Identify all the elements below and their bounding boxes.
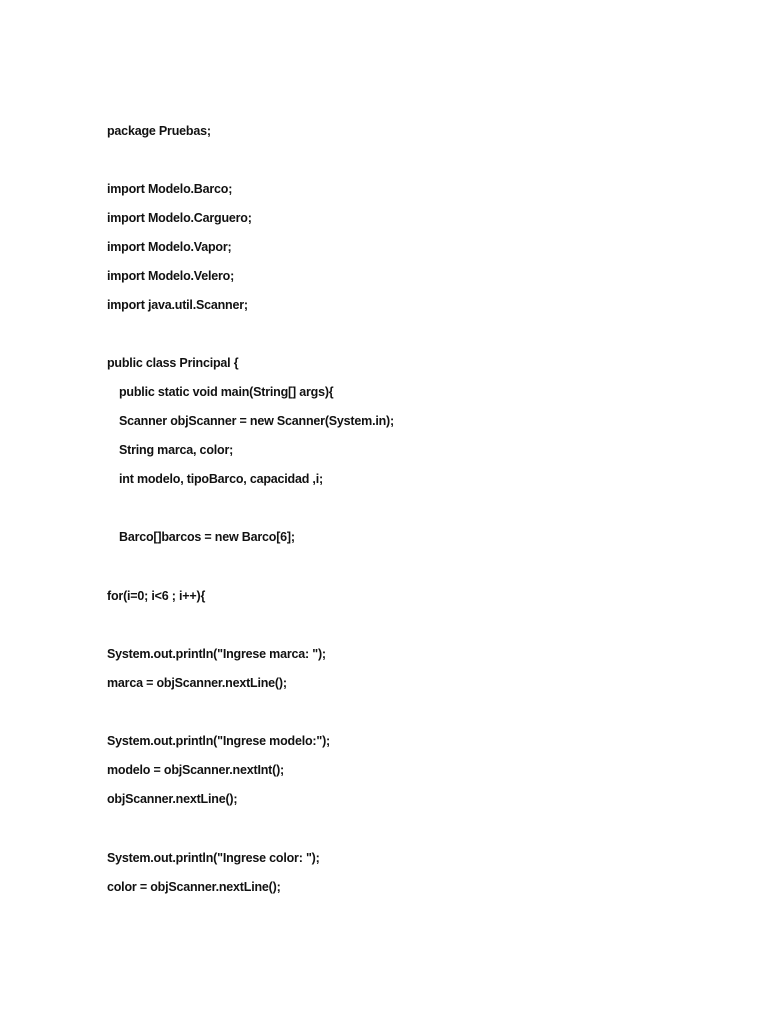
code-line-import-velero: import Modelo.Velero; (107, 269, 235, 283)
code-line-import-barco: import Modelo.Barco; (107, 182, 233, 196)
code-line-class-declaration: public class Principal { (107, 356, 239, 370)
code-line-import-scanner: import java.util.Scanner; (107, 298, 248, 312)
code-line-print-marca: System.out.println("Ingrese marca: "); (107, 647, 326, 661)
code-line-consume-newline: objScanner.nextLine(); (107, 792, 238, 806)
code-line-for-loop: for(i=0; i<6 ; i++){ (107, 589, 206, 603)
code-line-int-vars: int modelo, tipoBarco, capacidad ,i; (119, 472, 323, 486)
code-line-barcos-array: Barco[]barcos = new Barco[6]; (119, 530, 295, 544)
code-line-import-vapor: import Modelo.Vapor; (107, 240, 232, 254)
code-line-import-carguero: import Modelo.Carguero; (107, 211, 252, 225)
code-line-read-modelo: modelo = objScanner.nextInt(); (107, 763, 285, 777)
code-line-print-modelo: System.out.println("Ingrese modelo:"); (107, 734, 331, 748)
code-line-read-marca: marca = objScanner.nextLine(); (107, 676, 287, 690)
code-line-scanner-init: Scanner objScanner = new Scanner(System.in); (119, 414, 394, 428)
code-line-read-color: color = objScanner.nextLine(); (107, 880, 281, 894)
code-line-print-color: System.out.println("Ingrese color: "); (107, 851, 320, 865)
code-line-string-vars: String marca, color; (119, 443, 234, 457)
code-line-package: package Pruebas; (107, 124, 211, 138)
code-line-main-method: public static void main(String[] args){ (119, 385, 334, 399)
